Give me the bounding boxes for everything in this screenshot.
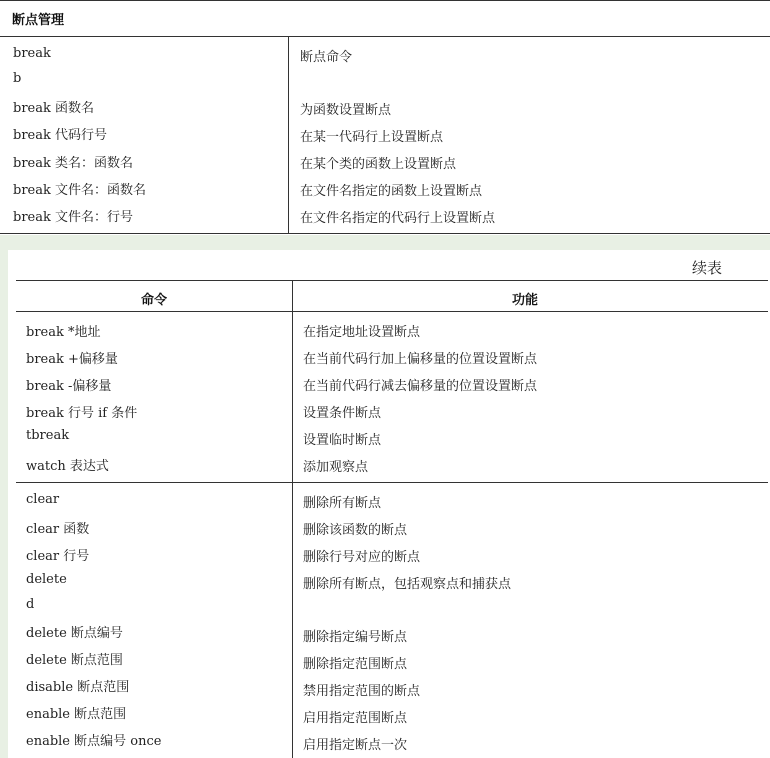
table-cell-command: enable 断点编号 once (26, 734, 162, 749)
table-cell-function: 设置临时断点 (303, 433, 382, 448)
group-separator (16, 482, 768, 483)
continued-label: 续表 (691, 259, 722, 277)
table-cell-command: clear (26, 492, 60, 507)
header-top-rule (16, 280, 768, 281)
table-cell-function: 为函数设置断点 (300, 103, 392, 118)
bottom-rule (0, 233, 770, 234)
section-rule (0, 36, 770, 37)
table-cell-command: delete (26, 572, 67, 587)
header-bottom-rule (16, 311, 768, 312)
table-cell-function: 删除所有断点，包括观察点和捕获点 (303, 577, 512, 592)
table-cell-command: break 函数名 (13, 101, 94, 116)
table-cell-command: break *地址 (26, 325, 101, 340)
table-cell-function: 在当前代码行加上偏移量的位置设置断点 (303, 352, 538, 367)
section-title: 断点管理 (12, 13, 65, 28)
table-cell-function: 在当前代码行减去偏移量的位置设置断点 (303, 379, 538, 394)
table-cell-command: disable 断点范围 (26, 680, 130, 695)
table-cell-function: 在文件名指定的函数上设置断点 (300, 184, 483, 199)
table-cell-command: watch 表达式 (26, 459, 109, 474)
table-cell-command: d (26, 597, 35, 612)
table-cell-function: 删除指定编号断点 (303, 630, 408, 645)
table-cell-function: 删除行号对应的断点 (303, 550, 421, 565)
header-command: 命令 (141, 293, 168, 308)
table-cell-command: enable 断点范围 (26, 707, 127, 722)
column-divider (292, 311, 293, 758)
table-cell-command: tbreak (26, 428, 70, 443)
table-cell-function: 在文件名指定的代码行上设置断点 (300, 211, 496, 226)
table-cell-command: delete 断点编号 (26, 626, 123, 641)
top-table (0, 0, 770, 234)
table-cell-command: clear 函数 (26, 522, 90, 537)
table-cell-function: 断点命令 (300, 50, 353, 65)
table-cell-function: 删除所有断点 (303, 496, 382, 511)
table-cell-function: 启用指定断点一次 (303, 738, 408, 753)
table-cell-command: delete 断点范围 (26, 653, 123, 668)
table-cell-command: break 代码行号 (13, 128, 107, 143)
table-cell-function: 设置条件断点 (303, 406, 382, 421)
table-cell-command: clear 行号 (26, 549, 90, 564)
table-cell-function: 在某个类的函数上设置断点 (300, 157, 457, 172)
table-cell-command: break 文件名：函数名 (13, 183, 146, 198)
table-cell-function: 启用指定范围断点 (303, 711, 408, 726)
table-cell-command: b (13, 71, 22, 86)
table-cell-command: break 类名：函数名 (13, 156, 133, 171)
table-cell-command: break 行号 if 条件 (26, 406, 138, 421)
table-cell-command: break +偏移量 (26, 352, 118, 367)
header-function: 功能 (512, 293, 539, 308)
continued-table (8, 250, 770, 758)
table-cell-function: 删除指定范围断点 (303, 657, 408, 672)
table-cell-function: 在指定地址设置断点 (303, 325, 421, 340)
table-cell-command: break 文件名：行号 (13, 210, 133, 225)
table-cell-command: break -偏移量 (26, 379, 112, 394)
table-cell-function: 删除该函数的断点 (303, 523, 408, 538)
table-cell-command: break (13, 46, 51, 61)
table-cell-function: 添加观察点 (303, 460, 369, 475)
column-divider (288, 36, 289, 234)
top-rule (0, 0, 770, 1)
table-cell-function: 在某一代码行上设置断点 (300, 130, 444, 145)
header-divider (292, 280, 293, 311)
table-cell-function: 禁用指定范围的断点 (303, 684, 421, 699)
